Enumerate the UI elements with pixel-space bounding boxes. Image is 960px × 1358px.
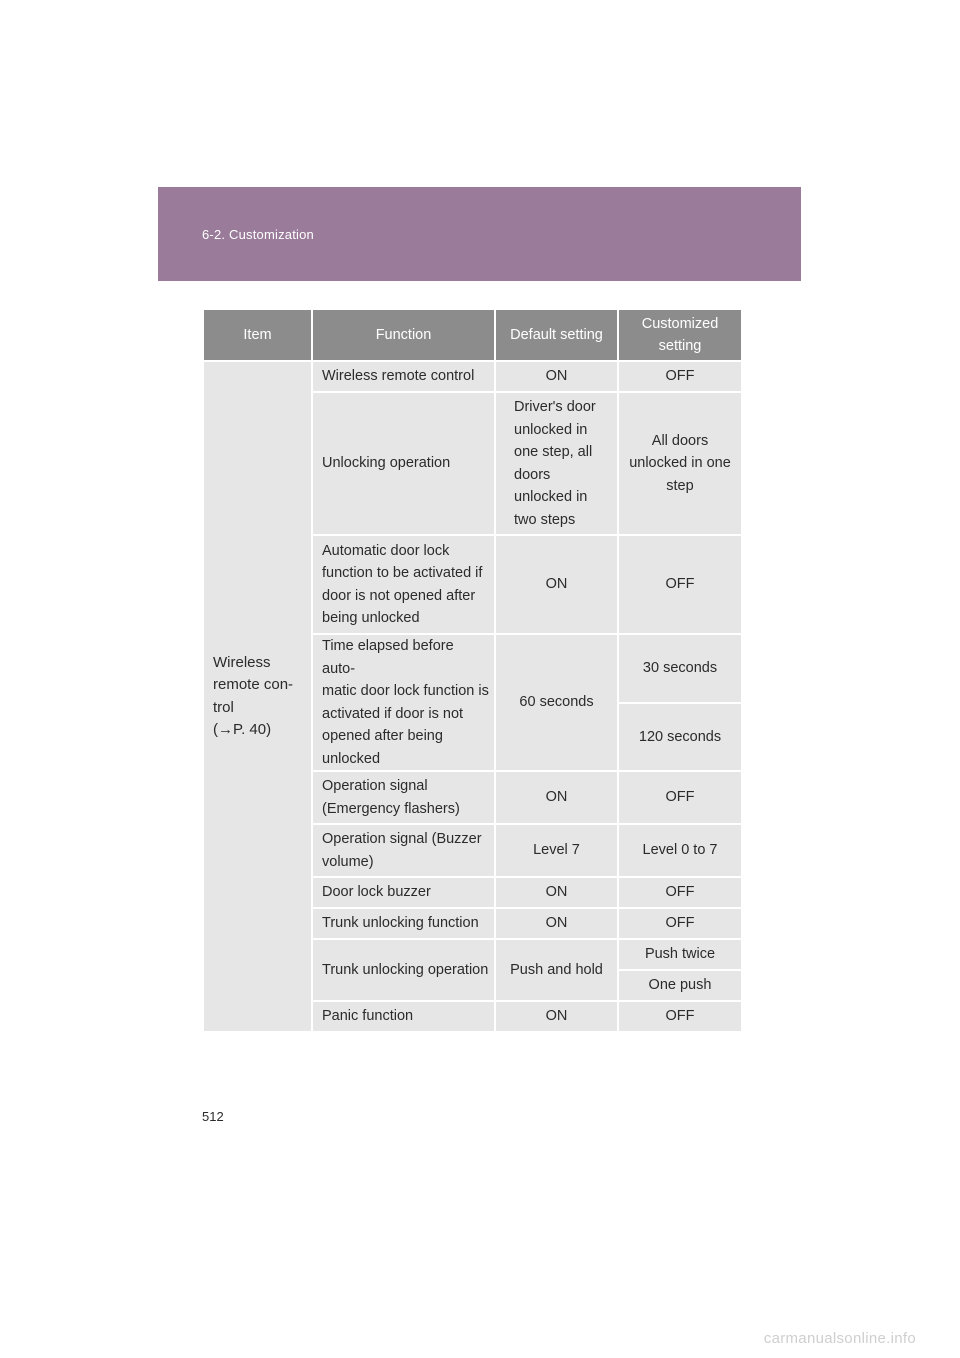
customized-cell: One push xyxy=(618,970,742,1001)
column-header-item: Item xyxy=(203,309,312,361)
default-cell: ON xyxy=(495,908,618,939)
item-line: remote con- xyxy=(213,676,294,693)
table-row xyxy=(203,361,742,392)
customization-table xyxy=(202,308,743,1033)
function-cell: Automatic door lock function to be activated if door is not opened after being unlocked xyxy=(312,535,495,634)
customized-cell: OFF xyxy=(618,771,742,824)
function-cell: Operation signal (Buzzer volume) xyxy=(312,824,495,877)
item-line: Wireless xyxy=(213,653,271,671)
function-cell: Wireless remote control xyxy=(312,361,495,392)
column-header-function: Function xyxy=(312,309,495,361)
function-cell: Trunk unlocking operation xyxy=(312,939,495,1001)
function-cell: Operation signal (Emergency flashers) xyxy=(312,771,495,824)
section-banner xyxy=(158,187,801,281)
function-cell: Time elapsed before auto- matic door lock function is activated if door is not opened after being unlocked xyxy=(312,634,495,771)
watermark: carmanualsonline.info xyxy=(763,1330,916,1347)
default-cell: ON xyxy=(495,361,618,392)
default-cell: ON xyxy=(495,535,618,634)
section-title: 6-2. Customization xyxy=(202,227,314,242)
customized-cell: Push twice xyxy=(618,939,742,970)
default-cell: 60 seconds xyxy=(495,634,618,771)
page-reference: (→P. 40) xyxy=(213,721,272,738)
customized-cell: 120 seconds xyxy=(618,703,742,772)
customized-cell: OFF xyxy=(618,877,742,908)
customized-cell: All doors unlocked in one step xyxy=(618,392,742,535)
customized-cell: OFF xyxy=(618,361,742,392)
item-line: trol xyxy=(213,698,234,716)
function-cell: Unlocking operation xyxy=(312,392,495,535)
column-header-customized: Customized setting xyxy=(618,309,742,361)
default-cell: Push and hold xyxy=(495,939,618,1001)
function-cell: Trunk unlocking function xyxy=(312,908,495,939)
default-cell: Driver's door unlocked in one step, all doors unlocked in two steps xyxy=(495,392,618,535)
default-cell: ON xyxy=(495,1001,618,1032)
customized-cell: 30 seconds xyxy=(618,634,742,703)
table-header-row xyxy=(203,309,742,361)
customized-cell: OFF xyxy=(618,535,742,634)
page-number: 512 xyxy=(202,1109,224,1124)
function-cell: Panic function xyxy=(312,1001,495,1032)
customized-cell: OFF xyxy=(618,908,742,939)
column-header-default: Default setting xyxy=(495,309,618,361)
customized-cell: Level 0 to 7 xyxy=(618,824,742,877)
item-cell xyxy=(203,361,312,1032)
default-cell: Level 7 xyxy=(495,824,618,877)
function-cell: Door lock buzzer xyxy=(312,877,495,908)
default-cell: ON xyxy=(495,877,618,908)
customized-cell: OFF xyxy=(618,1001,742,1032)
default-cell: ON xyxy=(495,771,618,824)
